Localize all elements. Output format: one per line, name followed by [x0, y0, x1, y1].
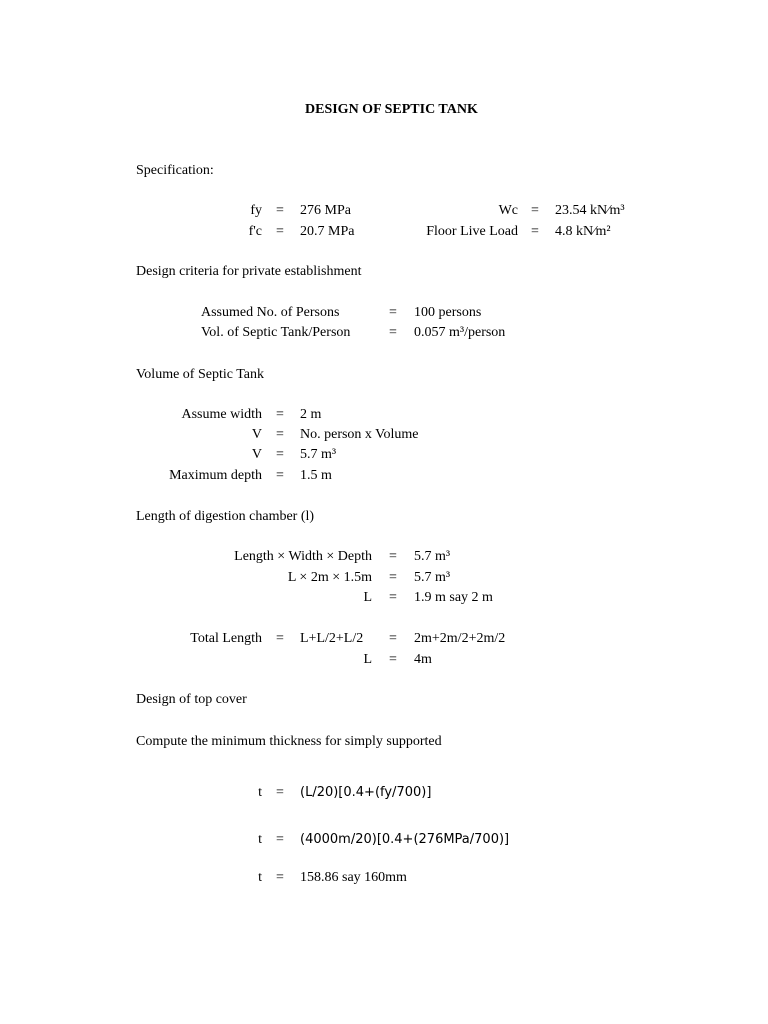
thickness-formula: (L/20)[0.4+(fy/700)]	[300, 785, 432, 800]
length-row-equals: =	[389, 570, 397, 585]
final-length-label: L	[363, 652, 372, 667]
volume-row-equals: =	[276, 468, 284, 483]
fy-label: fy	[250, 203, 262, 218]
volume-row-label: V	[251, 427, 262, 442]
length-heading: Length of digestion chamber (l)	[136, 509, 315, 524]
volume-row-label: V	[251, 447, 262, 462]
thickness-row-equals: =	[276, 785, 284, 800]
total-length-equals-2: =	[389, 631, 397, 646]
floor-live-load-value: 4.8 kN⁄m²	[555, 224, 611, 239]
final-length-value: 4m	[414, 652, 432, 667]
fc-equals: =	[276, 224, 284, 239]
criteria-heading: Design criteria for private establishment	[136, 264, 362, 279]
persons-label: Assumed No. of Persons	[201, 305, 340, 320]
length-row-label: L	[363, 590, 372, 605]
volume-row-equals: =	[276, 447, 284, 462]
volume-row-label: Assume width	[181, 407, 262, 422]
volume-heading: Volume of Septic Tank	[136, 367, 264, 382]
min-thickness-heading: Compute the minimum thickness for simply supported	[136, 734, 442, 749]
vol-per-person-equals: =	[389, 325, 397, 340]
length-row-value: 5.7 m³	[414, 549, 451, 564]
thickness-row-equals: =	[276, 870, 284, 885]
length-row-value: 1.9 m say 2 m	[414, 590, 493, 605]
specification-heading: Specification:	[136, 163, 214, 178]
wc-label: Wc	[498, 203, 518, 218]
final-length-equals: =	[389, 652, 397, 667]
thickness-row-label: t	[258, 785, 262, 800]
total-length-value: 2m+2m/2+2m/2	[414, 631, 506, 646]
length-row-value: 5.7 m³	[414, 570, 451, 585]
total-length-equals: =	[276, 631, 284, 646]
top-cover-heading: Design of top cover	[136, 692, 247, 707]
thickness-row-label: t	[258, 832, 262, 847]
volume-row-equals: =	[276, 407, 284, 422]
total-length-label: Total Length	[190, 631, 262, 646]
thickness-row-label: t	[258, 870, 262, 885]
persons-value: 100 persons	[414, 305, 482, 320]
fc-label: f'c	[248, 224, 262, 239]
length-row-label: L × 2m × 1.5m	[287, 570, 372, 585]
total-length-expression: L+L/2+L/2	[300, 631, 364, 646]
volume-row-value: 5.7 m³	[300, 447, 337, 462]
length-row-equals: =	[389, 549, 397, 564]
page-title: DESIGN OF SEPTIC TANK	[305, 102, 478, 117]
fy-value: 276 MPa	[300, 203, 351, 218]
volume-row-label: Maximum depth	[169, 468, 262, 483]
length-row-label: Length × Width × Depth	[234, 549, 372, 564]
length-row-equals: =	[389, 590, 397, 605]
vol-per-person-value: 0.057 m³/person	[414, 325, 506, 340]
wc-value: 23.54 kN⁄m³	[555, 203, 625, 218]
vol-per-person-label: Vol. of Septic Tank/Person	[201, 325, 351, 340]
persons-equals: =	[389, 305, 397, 320]
volume-row-value: 2 m	[300, 407, 322, 422]
thickness-result: 158.86 say 160mm	[300, 870, 407, 885]
fc-value: 20.7 MPa	[300, 224, 355, 239]
floor-live-load-equals: =	[531, 224, 539, 239]
floor-live-load-label: Floor Live Load	[426, 224, 518, 239]
wc-equals: =	[531, 203, 539, 218]
fy-equals: =	[276, 203, 284, 218]
volume-row-equals: =	[276, 427, 284, 442]
volume-row-value: 1.5 m	[300, 468, 332, 483]
thickness-row-equals: =	[276, 832, 284, 847]
thickness-substitution: (4000m/20)[0.4+(276MPa/700)]	[300, 832, 510, 847]
volume-row-value: No. person x Volume	[300, 427, 419, 442]
